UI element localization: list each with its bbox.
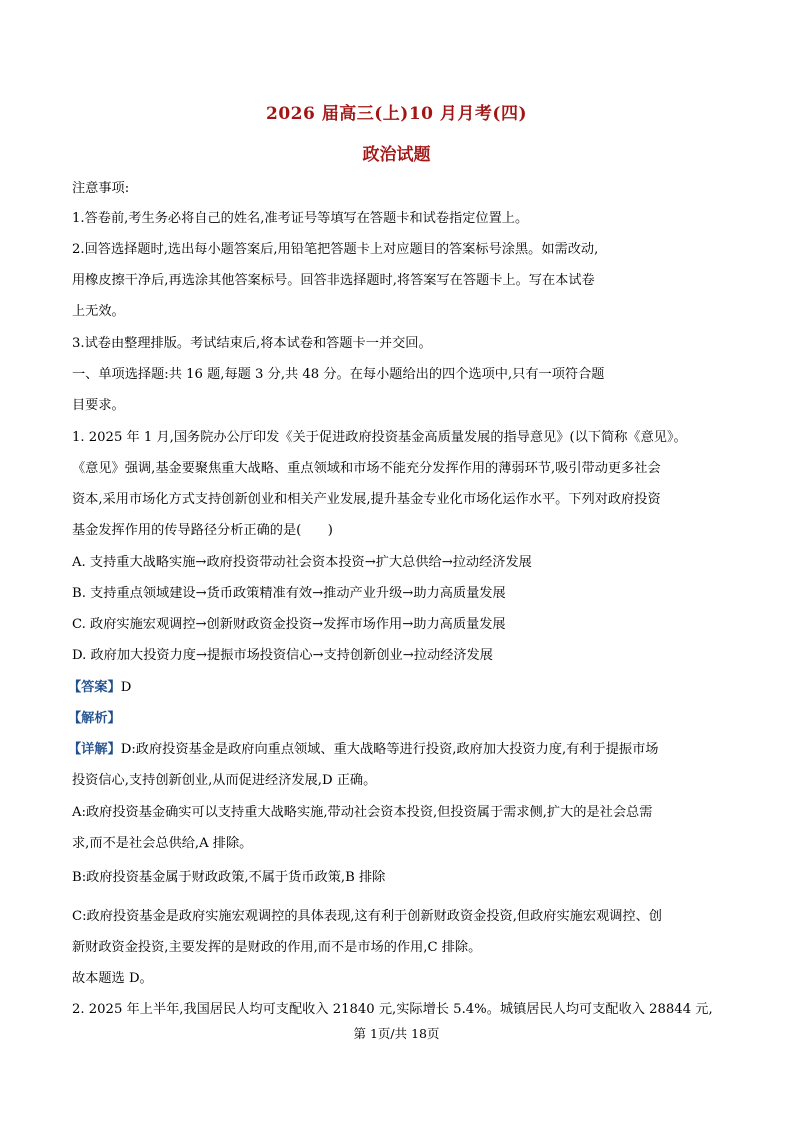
q2-stem-line: 2. 2025 年上半年,我国居民人均可支配收入 21840 元,实际增长 5.4%。城镇居民人均可支配收入 28844 元, bbox=[72, 1002, 713, 1017]
q1-stem-line: 《意见》强调,基金要聚焦重大战略、重点领域和市场不能充分发挥作用的薄弱环节,吸引带动更多社会 bbox=[72, 461, 661, 476]
q1-stem-line: 资本,采用市场化方式支持创新创业和相关产业发展,提升基金专业化市场化运作水平。下列对政府投资 bbox=[72, 492, 661, 507]
notice-heading: 注意事项: bbox=[72, 181, 130, 196]
q1-answer bbox=[68, 679, 131, 697]
detail-label: 【详解】 bbox=[68, 742, 121, 757]
q1-option-a: A. 支持重大战略实施→政府投资带动社会资本投资→扩大总供给→拉动经济发展 bbox=[72, 555, 532, 570]
page-footer: 第 1页/共 18页 bbox=[353, 1026, 440, 1041]
q1-stem-line: 1. 2025 年 1 月,国务院办公厅印发《关于促进政府投资基金高质量发展的指导意见》(以下简称《意见》。 bbox=[72, 430, 687, 445]
q1-detail-line: A:政府投资基金确实可以支持重大战略实施,带动社会资本投资,但投资属于需求侧,扩大的是社会总需 bbox=[72, 805, 653, 820]
section-heading: 一、单项选择题:共 16 题,每题 3 分,共 48 分。在每小题给出的四个选项中,只有一项符合题 bbox=[72, 367, 605, 382]
q1-option-d: D. 政府加大投资力度→提振市场投资信心→支持创新创业→拉动经济发展 bbox=[72, 648, 493, 663]
detail-text: D:政府投资基金是政府向重点领域、重大战略等进行投资,政府加大投资力度,有利于提振市场 bbox=[120, 742, 659, 757]
q1-detail-line bbox=[68, 741, 658, 759]
q1-detail-line: B:政府投资基金属于财政政策,不属于货币政策,B 排除 bbox=[72, 870, 386, 885]
q1-detail-line: C:政府投资基金是政府实施宏观调控的具体表现,这有利于创新财政资金投资,但政府实施宏观调控、创 bbox=[72, 909, 662, 924]
q1-detail-line: 投资信心,支持创新创业,从而促进经济发展,D 正确。 bbox=[72, 773, 377, 788]
analysis-label: 【解析】 bbox=[68, 711, 121, 726]
q1-stem-line: 基金发挥作用的传导路径分析正确的是( ) bbox=[72, 523, 333, 538]
notice-item: 用橡皮擦干净后,再选涂其他答案标号。回答非选择题时,将答案写在答题卡上。写在本试卷 bbox=[72, 273, 595, 288]
answer-label: 【答案】 bbox=[68, 680, 121, 695]
q1-option-b: B. 支持重点领域建设→货币政策精准有效→推动产业升级→助力高质量发展 bbox=[72, 586, 506, 601]
answer-value: D bbox=[120, 680, 132, 695]
q1-detail-line: 求,而不是社会总供给,A 排除。 bbox=[72, 836, 253, 851]
q1-detail-line: 故本题选 D。 bbox=[72, 971, 153, 986]
notice-item: 2.回答选择题时,选出每小题答案后,用铅笔把答题卡上对应题目的答案标号涂黑。如需改动, bbox=[72, 242, 599, 257]
exam-title: 2026 届高三(上)10 月月考(四) bbox=[266, 104, 527, 124]
subject-title: 政治试题 bbox=[362, 145, 431, 165]
section-heading-cont: 目要求。 bbox=[72, 398, 125, 413]
q1-detail-line: 新财政资金投资,主要发挥的是财政的作用,而不是市场的作用,C 排除。 bbox=[72, 940, 482, 955]
notice-item: 3.试卷由整理排版。考试结束后,将本试卷和答题卡一并交回。 bbox=[72, 336, 432, 351]
notice-item: 上无效。 bbox=[72, 304, 125, 319]
q1-analysis-label bbox=[68, 710, 121, 728]
q1-option-c: C. 政府实施宏观调控→创新财政资金投资→发挥市场作用→助力高质量发展 bbox=[72, 617, 506, 632]
notice-item: 1.答卷前,考生务必将自己的姓名,准考证号等填写在答题卡和试卷指定位置上。 bbox=[72, 211, 529, 226]
